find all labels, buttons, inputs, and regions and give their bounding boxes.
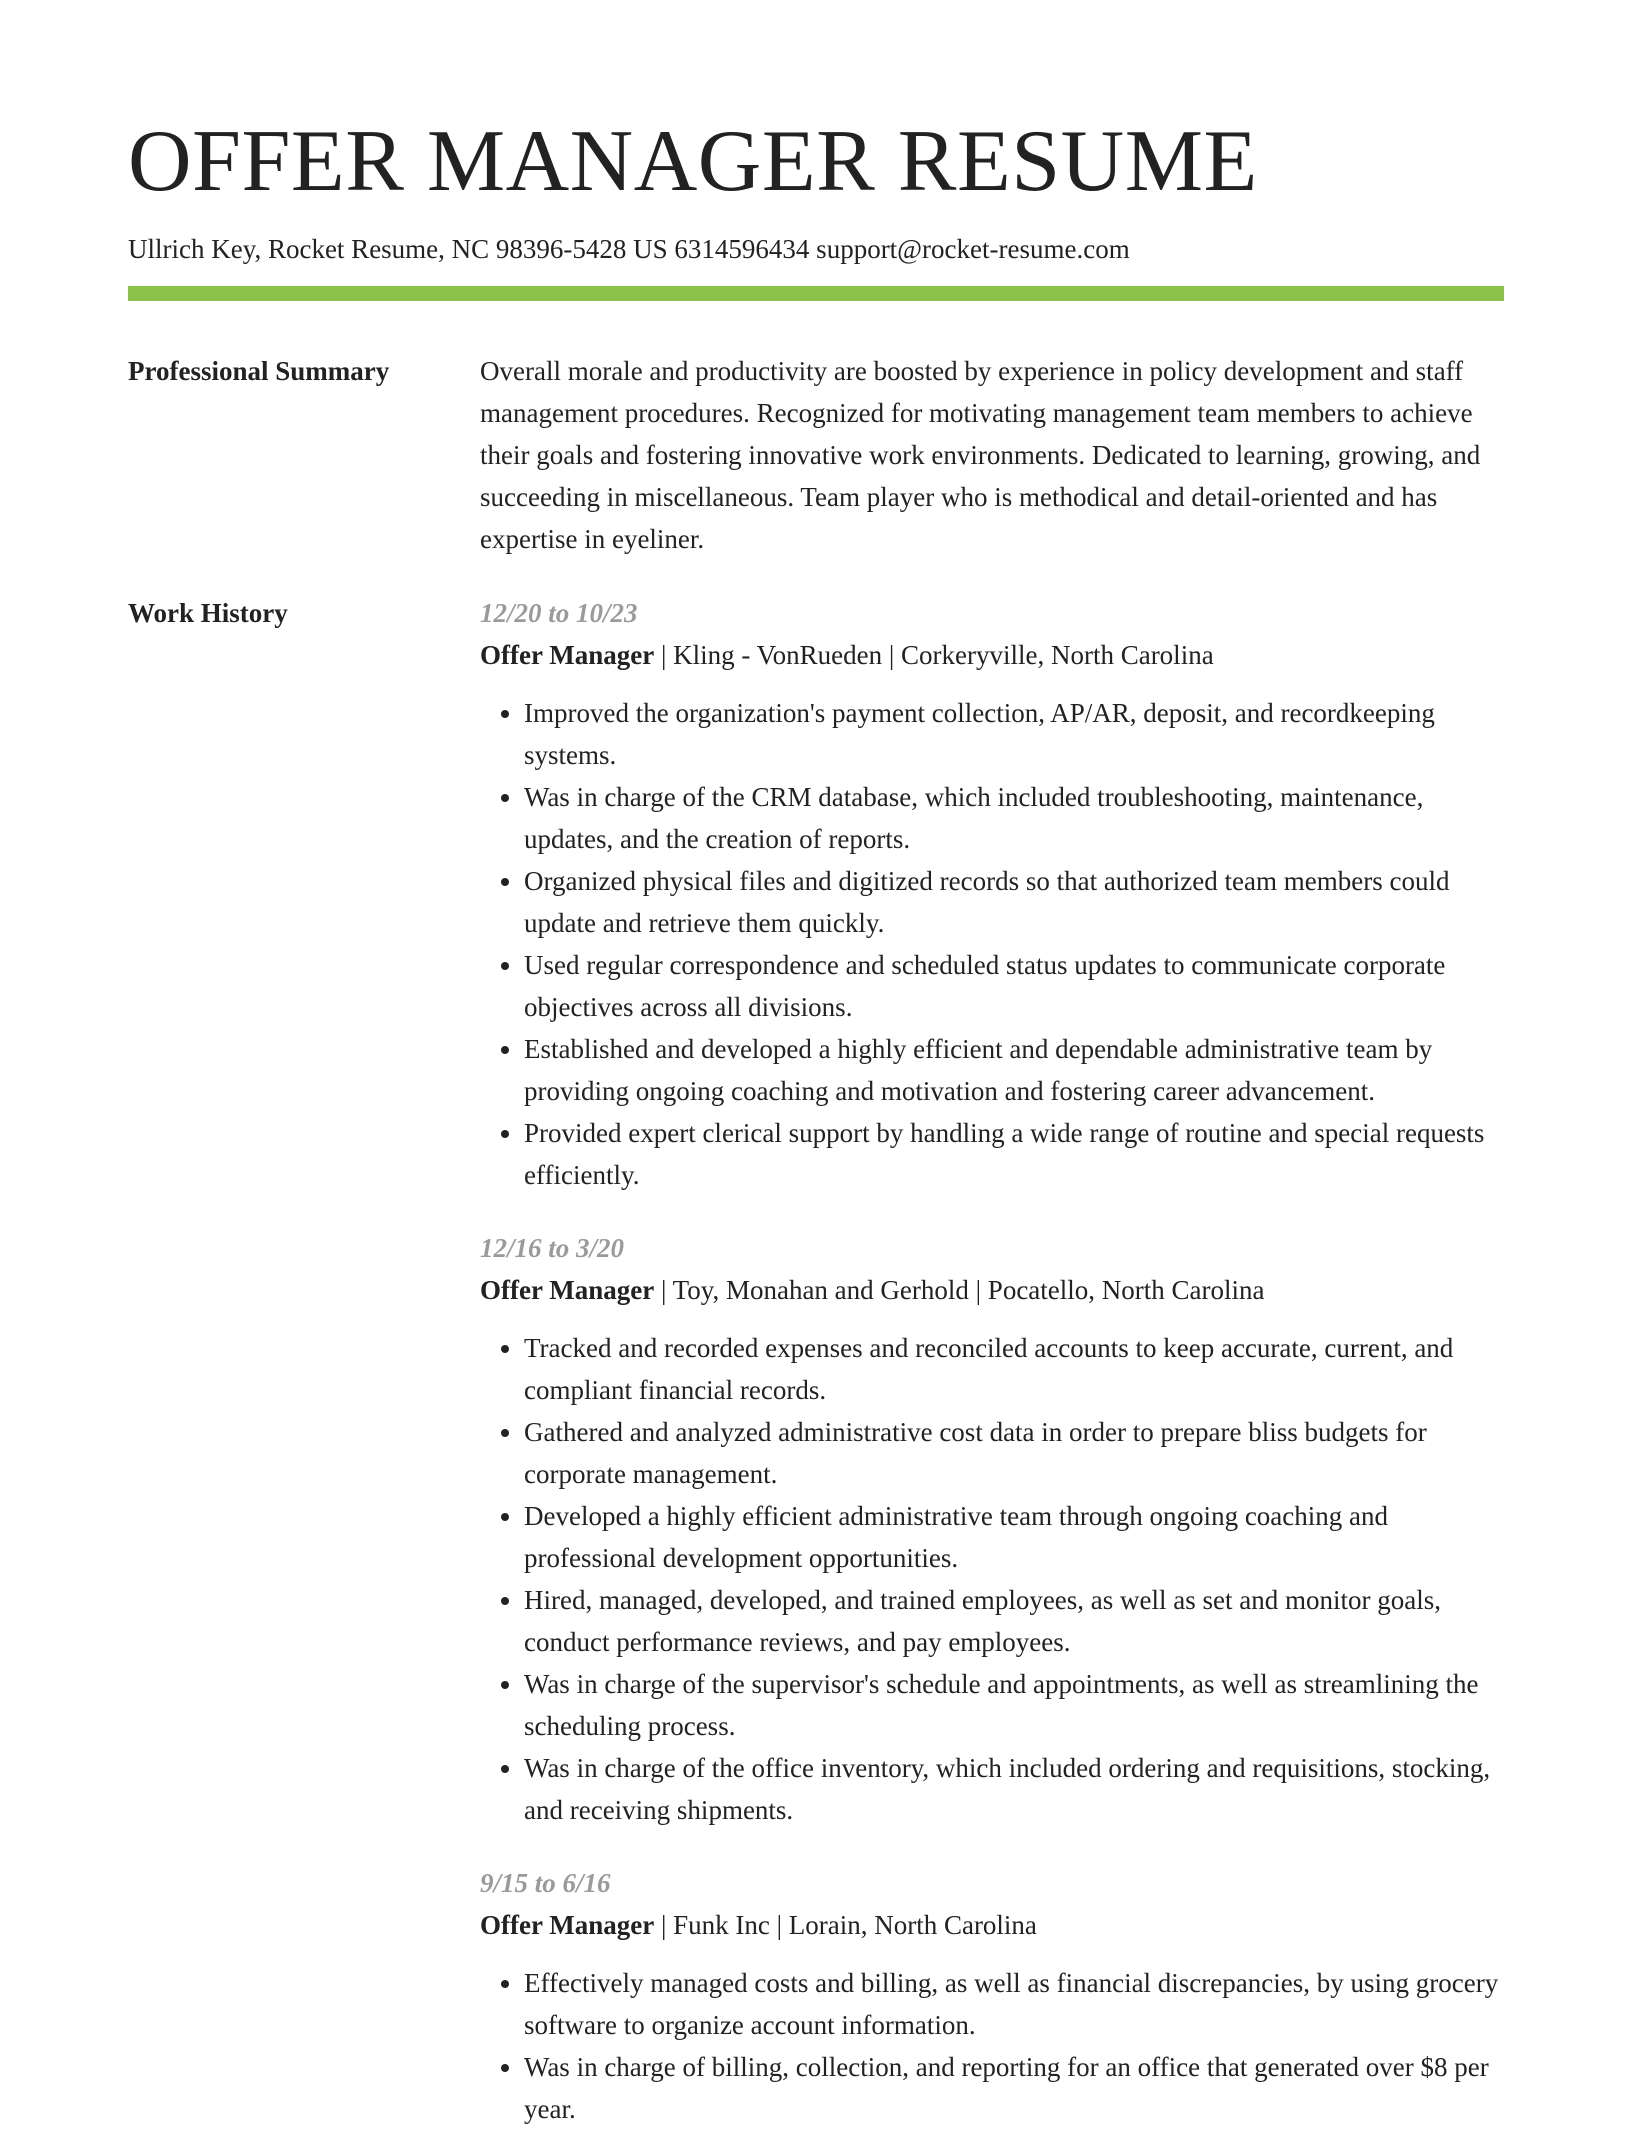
bullet-item: • Tracked and recorded expenses and reconciled accounts to keep accurate, current, and compliant financial records. <box>524 1327 1506 1411</box>
job-entry <box>480 1862 1506 2130</box>
job-bullets <box>480 1962 1506 2130</box>
job-entry <box>480 1227 1506 1831</box>
job-details: | Kling - VonRueden | Corkeryville, North Carolina <box>654 640 1214 670</box>
job-title: Offer Manager <box>480 1275 655 1305</box>
job-heading <box>480 1269 1506 1311</box>
summary-section <box>480 350 1506 560</box>
bullet-item: • Effectively managed costs and billing, as well as financial discrepancies, by using grocery software to organize account information. <box>524 1962 1506 2046</box>
bullet-item: • Was in charge of billing, collection, and reporting for an office that generated over $8 per year. <box>524 2046 1506 2130</box>
bullet-item: • Used regular correspondence and scheduled status updates to communicate corporate objectives across all divisions. <box>524 944 1506 1028</box>
summary-text: Overall morale and productivity are boosted by experience in policy development and staff management procedures. Recognized for motivating management team members to achieve their goals and fostering innovative work environments. Dedicated to learning, growing, and succeeding in miscellaneous. Team player who is methodical and detail-oriented and has expertise in eyeliner. <box>480 356 1481 554</box>
job-dates: 12/16 to 3/20 <box>480 1233 625 1263</box>
bullet-item: • Hired, managed, developed, and trained employees, as well as set and monitor goals, conduct performance reviews, and pay employees. <box>524 1579 1506 1663</box>
bullet-item: • Developed a highly efficient administrative team through ongoing coaching and professional development opportunities. <box>524 1495 1506 1579</box>
job-dates: 9/15 to 6/16 <box>480 1868 611 1898</box>
job-heading <box>480 634 1506 676</box>
bullet-item: • Was in charge of the office inventory, which included ordering and requisitions, stocking, and receiving shipments. <box>524 1747 1506 1831</box>
summary-label: Professional Summary <box>128 356 390 386</box>
bullet-item: • Established and developed a highly efficient and dependable administrative team by providing ongoing coaching and motivation and fostering career advancement. <box>524 1028 1506 1112</box>
work-history-label: Work History <box>128 598 288 628</box>
job-details: | Toy, Monahan and Gerhold | Pocatello, North Carolina <box>654 1275 1265 1305</box>
bullet-item: • Was in charge of the supervisor's schedule and appointments, as well as streamlining the scheduling process. <box>524 1663 1506 1747</box>
bullet-item: • Organized physical files and digitized records so that authorized team members could update and retrieve them quickly. <box>524 860 1506 944</box>
job-title: Offer Manager <box>480 1910 655 1940</box>
bullet-item: • Improved the organization's payment collection, AP/AR, deposit, and recordkeeping systems. <box>524 692 1506 776</box>
contact-line: Ullrich Key, Rocket Resume, NC 98396-5428 US 6314596434 support@rocket-resume.com <box>128 234 1130 264</box>
job-entry <box>480 592 1506 1196</box>
resume-title: OFFER MANAGER RESUME <box>128 113 1258 210</box>
job-dates: 12/20 to 10/23 <box>480 598 638 628</box>
accent-divider <box>128 286 1504 301</box>
bullet-item: • Gathered and analyzed administrative cost data in order to prepare bliss budgets for corporate management. <box>524 1411 1506 1495</box>
job-bullets <box>480 1327 1506 1831</box>
bullet-item: • Provided expert clerical support by handling a wide range of routine and special requests efficiently. <box>524 1112 1506 1196</box>
job-bullets <box>480 692 1506 1196</box>
job-details: | Funk Inc | Lorain, North Carolina <box>654 1910 1037 1940</box>
job-title: Offer Manager <box>480 640 655 670</box>
job-heading <box>480 1904 1506 1946</box>
work-history-section <box>480 592 1506 2130</box>
bullet-item: • Was in charge of the CRM database, which included troubleshooting, maintenance, updates, and the creation of reports. <box>524 776 1506 860</box>
